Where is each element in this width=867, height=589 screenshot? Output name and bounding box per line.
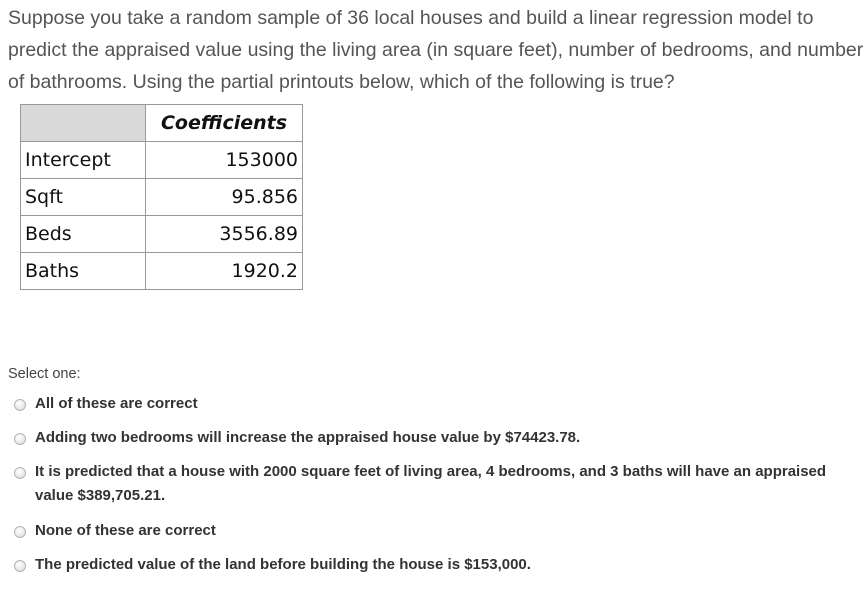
radio-button[interactable]: [14, 526, 26, 538]
option-land-value[interactable]: [14, 553, 854, 577]
row-value: 1920.2: [146, 253, 303, 290]
row-label: Sqft: [21, 179, 146, 216]
option-label: All of these are correct: [35, 395, 198, 412]
table-row: [21, 142, 303, 179]
table-row: [21, 216, 303, 253]
row-label: Intercept: [21, 142, 146, 179]
option-two-bedrooms[interactable]: [14, 426, 854, 450]
table-row: [21, 253, 303, 290]
table-corner-cell: [21, 105, 146, 142]
option-label: It is predicted that a house with 2000 square feet of living area, 4 bedrooms, and 3 baths will have an appraised value $389,705.21.: [35, 463, 827, 504]
radio-button[interactable]: [14, 560, 26, 572]
option-predicted-house-value[interactable]: [14, 460, 854, 508]
select-one-label: Select one:: [8, 366, 81, 382]
table-header-row: [21, 105, 303, 142]
row-label: Baths: [21, 253, 146, 290]
answer-options: [14, 392, 854, 577]
radio-button[interactable]: [14, 399, 26, 411]
row-value: 153000: [146, 142, 303, 179]
row-value: 95.856: [146, 179, 303, 216]
option-none-correct[interactable]: [14, 519, 854, 543]
row-label: Beds: [21, 216, 146, 253]
question-text: Suppose you take a random sample of 36 local houses and build a linear regression model to predict the appraised value using the living area (in square feet), number of bedrooms, and number of bathrooms. Using the partial printouts below, which of the following is true?: [8, 7, 864, 93]
coefficients-table: [20, 104, 303, 290]
option-label: Adding two bedrooms will increase the appraised house value by $74423.78.: [35, 429, 581, 446]
option-all-correct[interactable]: [14, 392, 854, 416]
radio-button[interactable]: [14, 433, 26, 445]
option-label: None of these are correct: [35, 522, 216, 539]
option-label: The predicted value of the land before building the house is $153,000.: [35, 556, 531, 573]
table-row: [21, 179, 303, 216]
radio-button[interactable]: [14, 467, 26, 479]
coefficients-header: Coefficients: [146, 105, 303, 142]
row-value: 3556.89: [146, 216, 303, 253]
